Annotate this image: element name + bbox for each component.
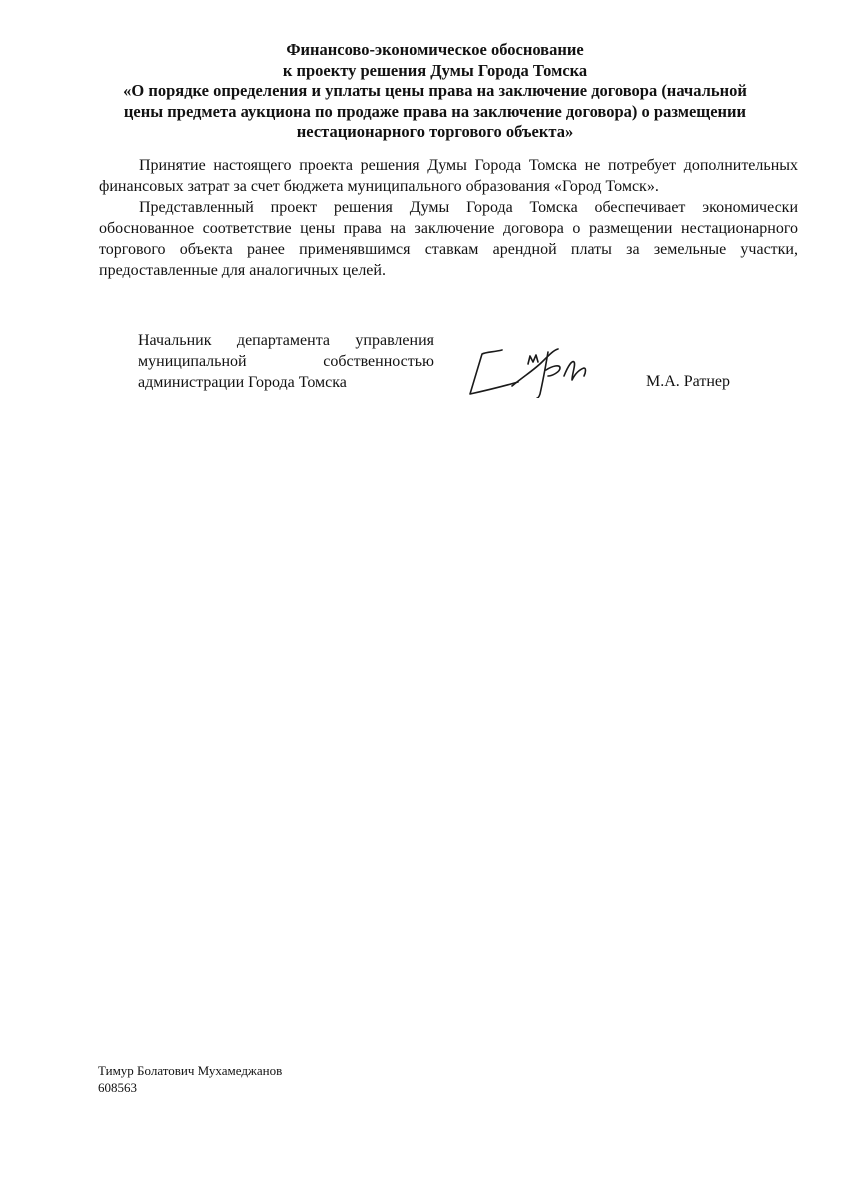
position-line: администрации Города Томска — [138, 374, 347, 391]
executor-phone: 608563 — [98, 1080, 137, 1095]
executor-info — [98, 1062, 282, 1096]
signer-name: М.А. Ратнер — [646, 373, 731, 390]
document-title — [100, 40, 770, 143]
position-line: муниципальной собственностью — [138, 353, 434, 370]
title-line: Финансово-экономическое обоснование — [286, 40, 584, 59]
title-line: цены предмета аукциона по продаже права на заключение договора) о размещении — [123, 101, 747, 121]
title-line: «О порядке определения и уплаты цены права на заключение договора (начальной — [123, 81, 747, 100]
position-line: Начальник департамента управления — [138, 332, 434, 349]
body-paragraph: Принятие настоящего проекта решения Думы Города Томска не потребует дополнительных финансовых затрат за счет бюджета муниципального образования «Город Томск». — [99, 157, 798, 195]
title-line: нестационарного торгового объекта» — [296, 122, 574, 141]
body-paragraph: Представленный проект решения Думы Города Томска обеспечивает экономически обоснованное соответствие цены права на заключение договора о размещении нестационарного торгового объекта ранее применявшимся ставкам арендной платы за земельные участки, предоставленные для аналогичных целей. — [99, 199, 798, 279]
title-line: к проекту решения Думы Города Томска — [282, 60, 588, 80]
executor-name: Тимур Болатович Мухамеджанов — [98, 1063, 283, 1078]
signer-position — [138, 330, 434, 393]
document-body — [99, 155, 798, 281]
handwritten-signature — [468, 346, 593, 398]
